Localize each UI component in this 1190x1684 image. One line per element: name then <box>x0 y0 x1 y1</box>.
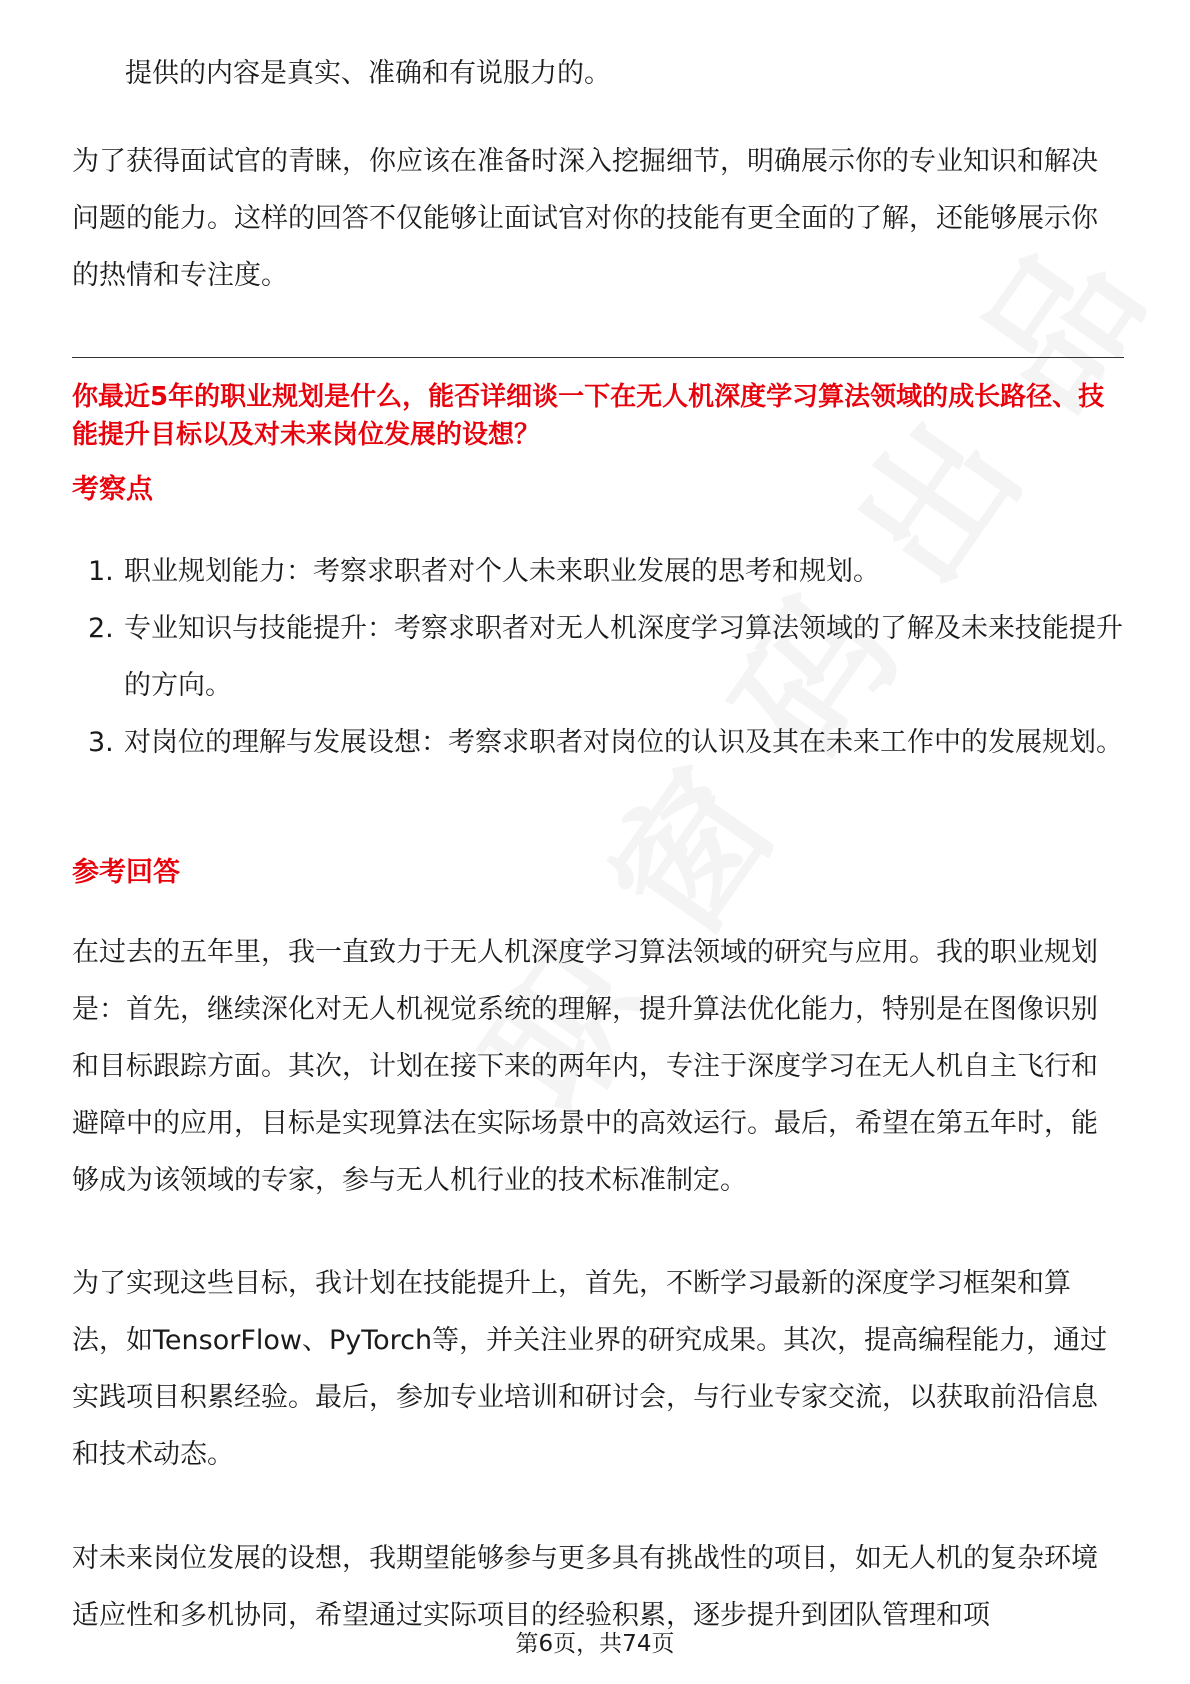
list-item <box>72 600 1132 714</box>
list-item-text: 对岗位的理解与发展设想：考察求职者对岗位的认识及其在未来工作中的发展规划。 <box>124 727 1123 758</box>
reference-heading: 参考回答 <box>72 857 180 888</box>
list-item <box>72 714 1132 771</box>
list-item-number: 1. <box>88 556 114 587</box>
answer-paragraph: 为了实现这些目标，我计划在技能提升上，首先，不断学习最新的深度学习框架和算法，如TensorFlow、PyTorch等，并关注业界的研究成果。其次，提高编程能力，通过实践项目积累经验。最后，参加专业培训和研讨会，与行业专家交流，以获取前沿信息和技术动态。 <box>72 1268 1108 1470</box>
assessment-list <box>72 543 1132 771</box>
section-divider <box>72 357 1124 358</box>
list-item <box>72 543 1132 600</box>
answer-paragraph: 对未来岗位发展的设想，我期望能够参与更多具有挑战性的项目，如无人机的复杂环境适应性和多机协同，希望通过实际项目的经验积累，逐步提升到团队管理和项 <box>72 1543 1098 1631</box>
question-title: 你最近5年的职业规划是什么，能否详细谈一下在无人机深度学习算法领域的成长路径、技能提升目标以及对未来岗位发展的设想？ <box>72 382 1105 450</box>
list-item-text: 专业知识与技能提升：考察求职者对无人机深度学习算法领域的了解及未来技能提升的方向。 <box>124 613 1123 701</box>
answer-paragraph: 在过去的五年里，我一直致力于无人机深度学习算法领域的研究与应用。我的职业规划是：首先，继续深化对无人机视觉系统的理解，提升算法优化能力，特别是在图像识别和目标跟踪方面。其次，计划在接下来的两年内，专注于深度学习在无人机自主飞行和避障中的应用，目标是实现算法在实际场景中的高效运行。最后，希望在第五年时，能够成为该领域的专家，参与无人机行业的技术标准制定。 <box>72 937 1098 1196</box>
intro-paragraph: 为了获得面试官的青睐，你应该在准备时深入挖掘细节，明确展示你的专业知识和解决问题的能力。这样的回答不仅能够让面试官对你的技能有更全面的了解，还能够展示你的热情和专注度。 <box>72 146 1098 291</box>
list-item-number: 2. <box>88 613 114 644</box>
list-item-text: 职业规划能力：考察求职者对个人未来职业发展的思考和规划。 <box>124 556 880 587</box>
page-number: 第6页，共74页 <box>515 1631 675 1657</box>
assessment-heading: 考察点 <box>72 474 153 505</box>
intro-continuation: 提供的内容是真实、准确和有说服力的。 <box>125 58 611 89</box>
list-item-number: 3. <box>88 727 114 758</box>
